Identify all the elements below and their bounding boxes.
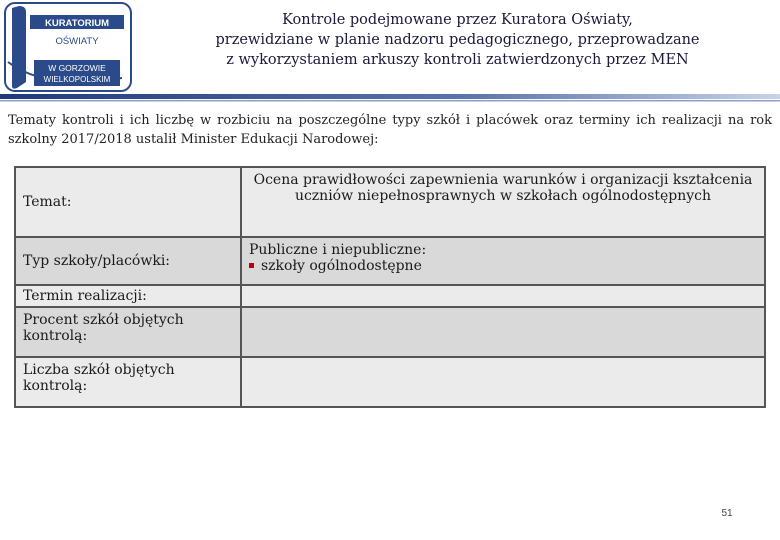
row-value-deadline bbox=[241, 285, 765, 307]
kuratorium-logo bbox=[4, 2, 132, 92]
svg-text:W GORZOWIE: W GORZOWIE bbox=[48, 63, 106, 73]
table-row bbox=[15, 307, 765, 357]
title-line-2: przewidziane w planie nadzoru pedagogicznego, przeprowadzane bbox=[215, 32, 700, 48]
inspection-table bbox=[14, 166, 766, 408]
page-title bbox=[190, 10, 725, 70]
svg-text:OŚWIATY: OŚWIATY bbox=[55, 36, 99, 47]
svg-text:WIELKOPOLSKIM: WIELKOPOLSKIM bbox=[43, 75, 111, 84]
row-value-count bbox=[241, 357, 765, 407]
decorative-band bbox=[0, 94, 780, 104]
svg-text:KURATORIUM: KURATORIUM bbox=[44, 18, 110, 29]
table-row bbox=[15, 167, 765, 237]
title-line-3: z wykorzystaniem arkuszy kontroli zatwierdzonych przez MEN bbox=[226, 52, 689, 68]
row-label-percent: Procent szkół objętych kontrolą: bbox=[15, 307, 241, 357]
table-row bbox=[15, 357, 765, 407]
table-row bbox=[15, 285, 765, 307]
list-item bbox=[249, 258, 757, 274]
title-line-1: Kontrole podejmowane przez Kuratora Oświaty, bbox=[282, 12, 633, 28]
intro-text: Tematy kontroli i ich liczbę w rozbiciu na poszczególne typy szkół i placówek oraz terminy ich realizacji na rok szkolny 2017/2018 ustalił Minister Edukacji Narodowej: bbox=[8, 113, 772, 147]
row-label-deadline: Termin realizacji: bbox=[15, 285, 241, 307]
row-label-school-type: Typ szkoły/placówki: bbox=[15, 237, 241, 285]
row-label-topic: Temat: bbox=[15, 167, 241, 237]
row-value-percent bbox=[241, 307, 765, 357]
school-type-heading: Publiczne i niepubliczne: bbox=[249, 242, 427, 258]
row-label-count: Liczba szkół objętych kontrolą: bbox=[15, 357, 241, 407]
square-bullet-icon bbox=[249, 263, 254, 268]
row-value-topic: Ocena prawidłowości zapewnienia warunków i organizacji kształcenia uczniów niepełnosprawnych w szkołach ogólnodostępnych bbox=[241, 167, 765, 237]
row-value-school-type bbox=[241, 237, 765, 285]
school-type-bullet: szkoły ogólnodostępne bbox=[261, 258, 422, 274]
page-number: 51 bbox=[721, 508, 733, 519]
table-row bbox=[15, 237, 765, 285]
